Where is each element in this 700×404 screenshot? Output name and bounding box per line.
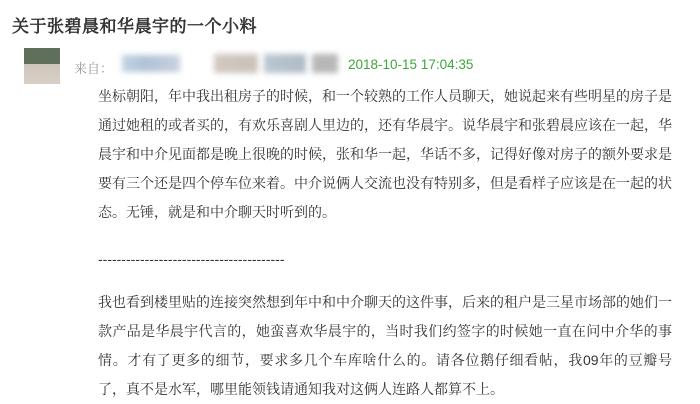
post-divider: ----------------------------------------: [98, 251, 285, 267]
page-title: 关于张碧晨和华晨宇的一个小料: [12, 17, 257, 36]
post-timestamp: 2018-10-15 17:04:35: [348, 57, 474, 72]
post-paragraph-2: 我也看到楼里贴的连接突然想到年中和中介聊天的这件事，后来的租户是三星市场部的她们一款产品是华晨宇代言的，她蛮喜欢华晨宇的，当时我们约签字的时候她一直在问中介华的事情。才有了更多的细节，要求多几个车库啥什么的。请各位鹅仔细看帖，我09年的豆瓣号了，真不是水军，哪里能领钱请通知我对这俩人连路人都算不上。: [98, 294, 672, 397]
post-body: [98, 82, 672, 404]
meta-redacted-block-2: [264, 54, 306, 73]
post-meta: [12, 48, 688, 84]
post-paragraph-1: 坐标朝阳，年中我出租房子的时候，和一个较熟的工作人员聊天，她说起来有些明星的房子是通过她租的或者买的，有欢乐喜剧人里边的，还有华晨宇。说华晨宇和张碧晨应该在一起，华晨宇和中介见面都是晚上很晚的时候，张和华一起，华话不多，记得好像对房子的额外要求是要有三个还是四个停车位来着。中介说俩人交流也没有特别多，但是看样子应该是在一起的状态。无锤，就是和中介聊天时听到的。: [98, 88, 672, 220]
meta-redacted-block-1: [214, 54, 258, 73]
meta-source-label: 来自：: [74, 61, 114, 76]
avatar[interactable]: [24, 48, 60, 84]
meta-redacted-block-3: [312, 54, 338, 73]
author-name-redacted[interactable]: [122, 55, 180, 72]
